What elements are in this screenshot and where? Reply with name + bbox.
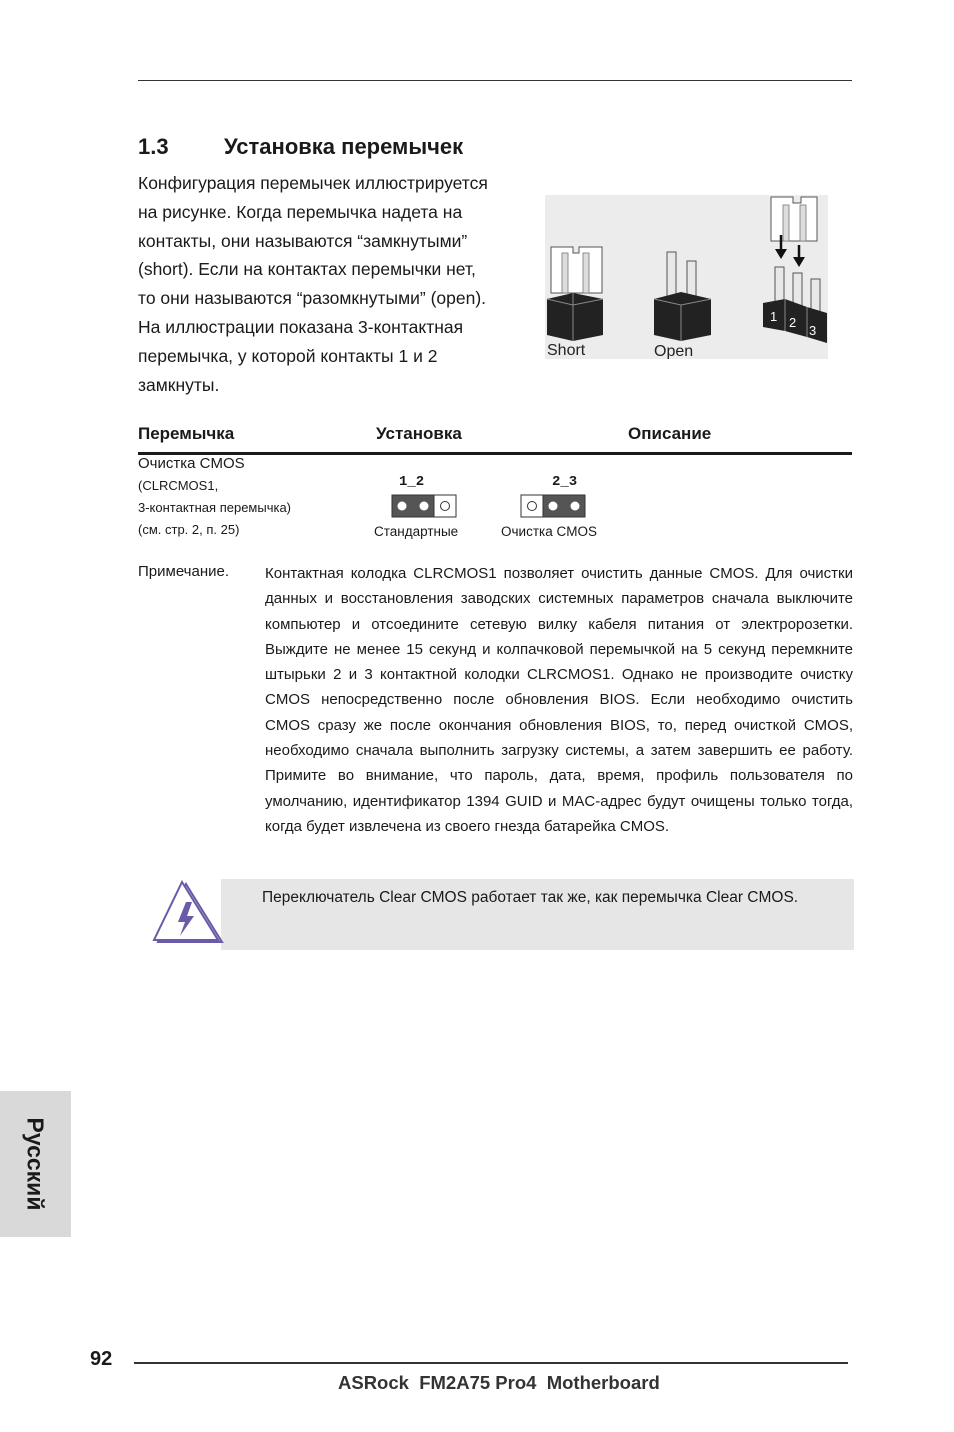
short-jumper [547,247,603,341]
jumper-cell [138,453,291,541]
intro-paragraph [138,169,533,399]
header-jumper: Перемычка [138,424,235,443]
intro-line: контакты, они называются “замкнутыми” [138,230,468,251]
jumper-illustration [545,195,828,359]
intro-line: Конфигурация перемычек иллюстрируется [138,173,488,193]
intro-line: замкнуты. [138,374,220,395]
pin-number-2: 2 [789,315,797,330]
top-rule [138,80,852,81]
section-number: 1.3 [138,134,169,159]
language-label: Русский [22,1117,49,1211]
open-label: Open [654,343,694,359]
short-label: Short [547,342,586,359]
note-label: Примечание. [138,563,229,580]
section-title: Установка перемычек [224,134,464,159]
jumper-diagram [545,195,828,359]
pins-2-3-closed-icon [520,494,586,518]
footer-product: ASRock FM2A75 Pro4 Motherboard [338,1372,660,1393]
language-tab [0,1091,71,1237]
jumper-type: 3-контактная перемычка) [138,500,292,515]
pins-1-2-closed-icon [391,494,457,518]
header-setting: Установка [376,424,462,443]
section-heading [138,134,463,160]
setting-clear-pins [520,494,586,523]
setting-default-label: 1_2 [399,474,425,490]
bottom-rule [134,1362,848,1364]
warning-icon [152,880,224,946]
note-text: Контактная колодка CLRCMOS1 позволяет очистить данные CMOS. Для очистки данных и восстановления заводских системных параметров сначала выключите компьютер и отсоедините сетевую вилку кабеля питания от электророзетки. Выждите не менее 15 секунд и колпачковой перемычкой на 5 секунд перемкните штырьки 2 и 3 контактной колодки CLRCMOS1. Однако не производите очистку CMOS непосредственно после обновления BIOS. Если необходимо очистить CMOS сразу же после окончания обновления BIOS, то, перед очисткой CMOS, необходимо сначала выполнить загрузку системы, а затем завершить ее работу. Примите во внимание, что пароль, дата, время, профиль пользователя по умолчанию, идентификатор 1394 GUID и MAC-адрес будут очищены только тогда, когда будет извлечена из своего гнезда батарейка CMOS. [265,565,853,835]
jumper-name: Очистка CMOS [138,455,245,472]
setting-clear-caption: Очистка CMOS [501,524,597,539]
header-description: Описание [628,424,712,443]
open-jumper [654,252,711,341]
intro-line: На иллюстрации показана 3-контактная [138,316,464,337]
pin-number-1: 1 [770,309,778,324]
intro-line: (short). Если на контактах перемычки нет, [138,259,476,280]
setting-default-pins [391,494,457,523]
jumper-ref: (см. стр. 2, п. 25) [138,522,240,537]
intro-line: на рисунке. Когда перемычка надета на [138,201,463,222]
pin-number-3: 3 [809,323,817,338]
setting-clear-label: 2_3 [552,474,578,490]
intro-line: перемычка, у которой контакты 1 и 2 [138,345,438,366]
table-header [138,424,852,455]
intro-line: то они называются “разомкнутыми” (open). [138,288,487,309]
setting-default-caption: Стандартные [374,524,459,539]
jumper-id: (CLRCMOS1, [138,478,219,493]
callout-text: Переключатель Clear CMOS работает так же, как перемычка Clear CMOS. [262,889,799,906]
page-number: 92 [90,1348,113,1370]
